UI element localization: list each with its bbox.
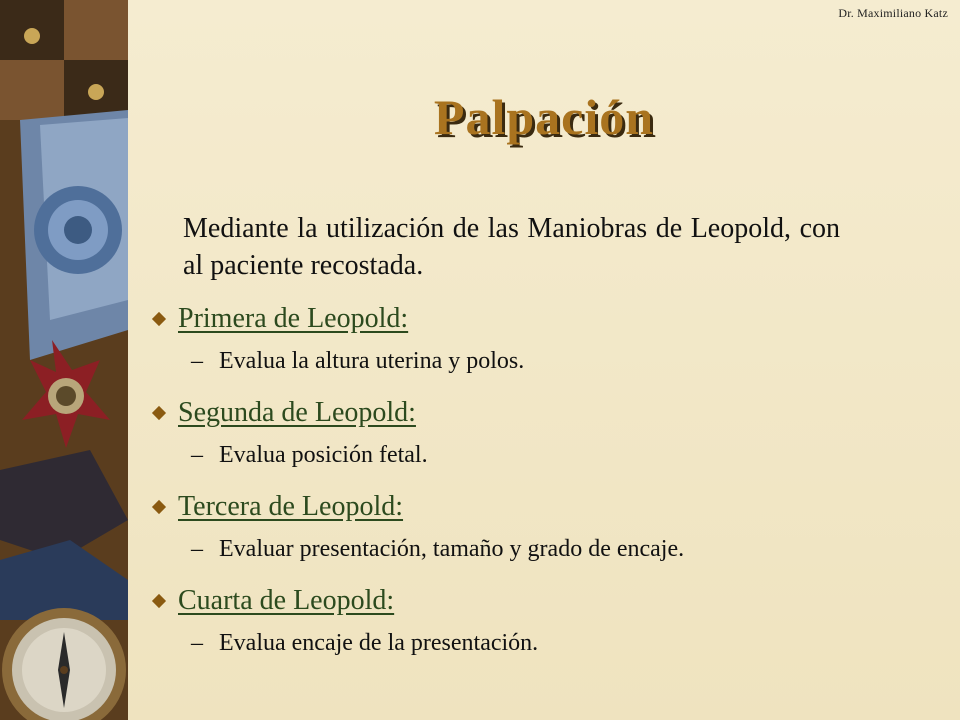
list-item-heading bbox=[150, 584, 840, 618]
list-item-detail bbox=[191, 440, 840, 470]
slide-content bbox=[150, 210, 840, 658]
detail-text: Evalua la altura uterina y polos. bbox=[219, 348, 525, 374]
link-tercera-leopold[interactable]: Tercera de Leopold: bbox=[178, 491, 404, 522]
link-cuarta-leopold[interactable]: Cuarta de Leopold: bbox=[178, 585, 395, 616]
list-item bbox=[150, 396, 840, 470]
diamond-bullet-icon bbox=[152, 406, 166, 420]
detail-text: Evalua posición fetal. bbox=[219, 442, 428, 468]
dash-marker: – bbox=[191, 348, 203, 374]
list-item-heading bbox=[150, 490, 840, 524]
left-decorative-panel bbox=[0, 0, 128, 720]
slide-title: Palpación bbox=[433, 89, 655, 145]
link-segunda-leopold[interactable]: Segunda de Leopold: bbox=[178, 397, 416, 428]
list-item bbox=[150, 584, 840, 658]
diamond-bullet-icon bbox=[152, 500, 166, 514]
list-item-detail bbox=[191, 346, 840, 376]
list-item bbox=[150, 302, 840, 376]
dash-marker: – bbox=[191, 536, 203, 562]
list-item-heading bbox=[150, 302, 840, 336]
diamond-bullet-icon bbox=[152, 594, 166, 608]
author-credit: Dr. Maximiliano Katz bbox=[838, 6, 948, 20]
detail-text: Evaluar presentación, tamaño y grado de encaje. bbox=[219, 536, 685, 562]
list-item-heading bbox=[150, 396, 840, 430]
link-primera-leopold[interactable]: Primera de Leopold: bbox=[178, 303, 409, 334]
list-item bbox=[150, 490, 840, 564]
detail-text: Evalua encaje de la presentación. bbox=[219, 630, 539, 656]
dash-marker: – bbox=[191, 442, 203, 468]
intro-paragraph: Mediante la utilización de las Maniobras de Leopold, con al paciente recostada. bbox=[183, 213, 840, 281]
dash-marker: – bbox=[191, 630, 203, 656]
list-item-detail bbox=[191, 628, 840, 658]
list-item-detail bbox=[191, 534, 840, 564]
diamond-bullet-icon bbox=[152, 312, 166, 326]
